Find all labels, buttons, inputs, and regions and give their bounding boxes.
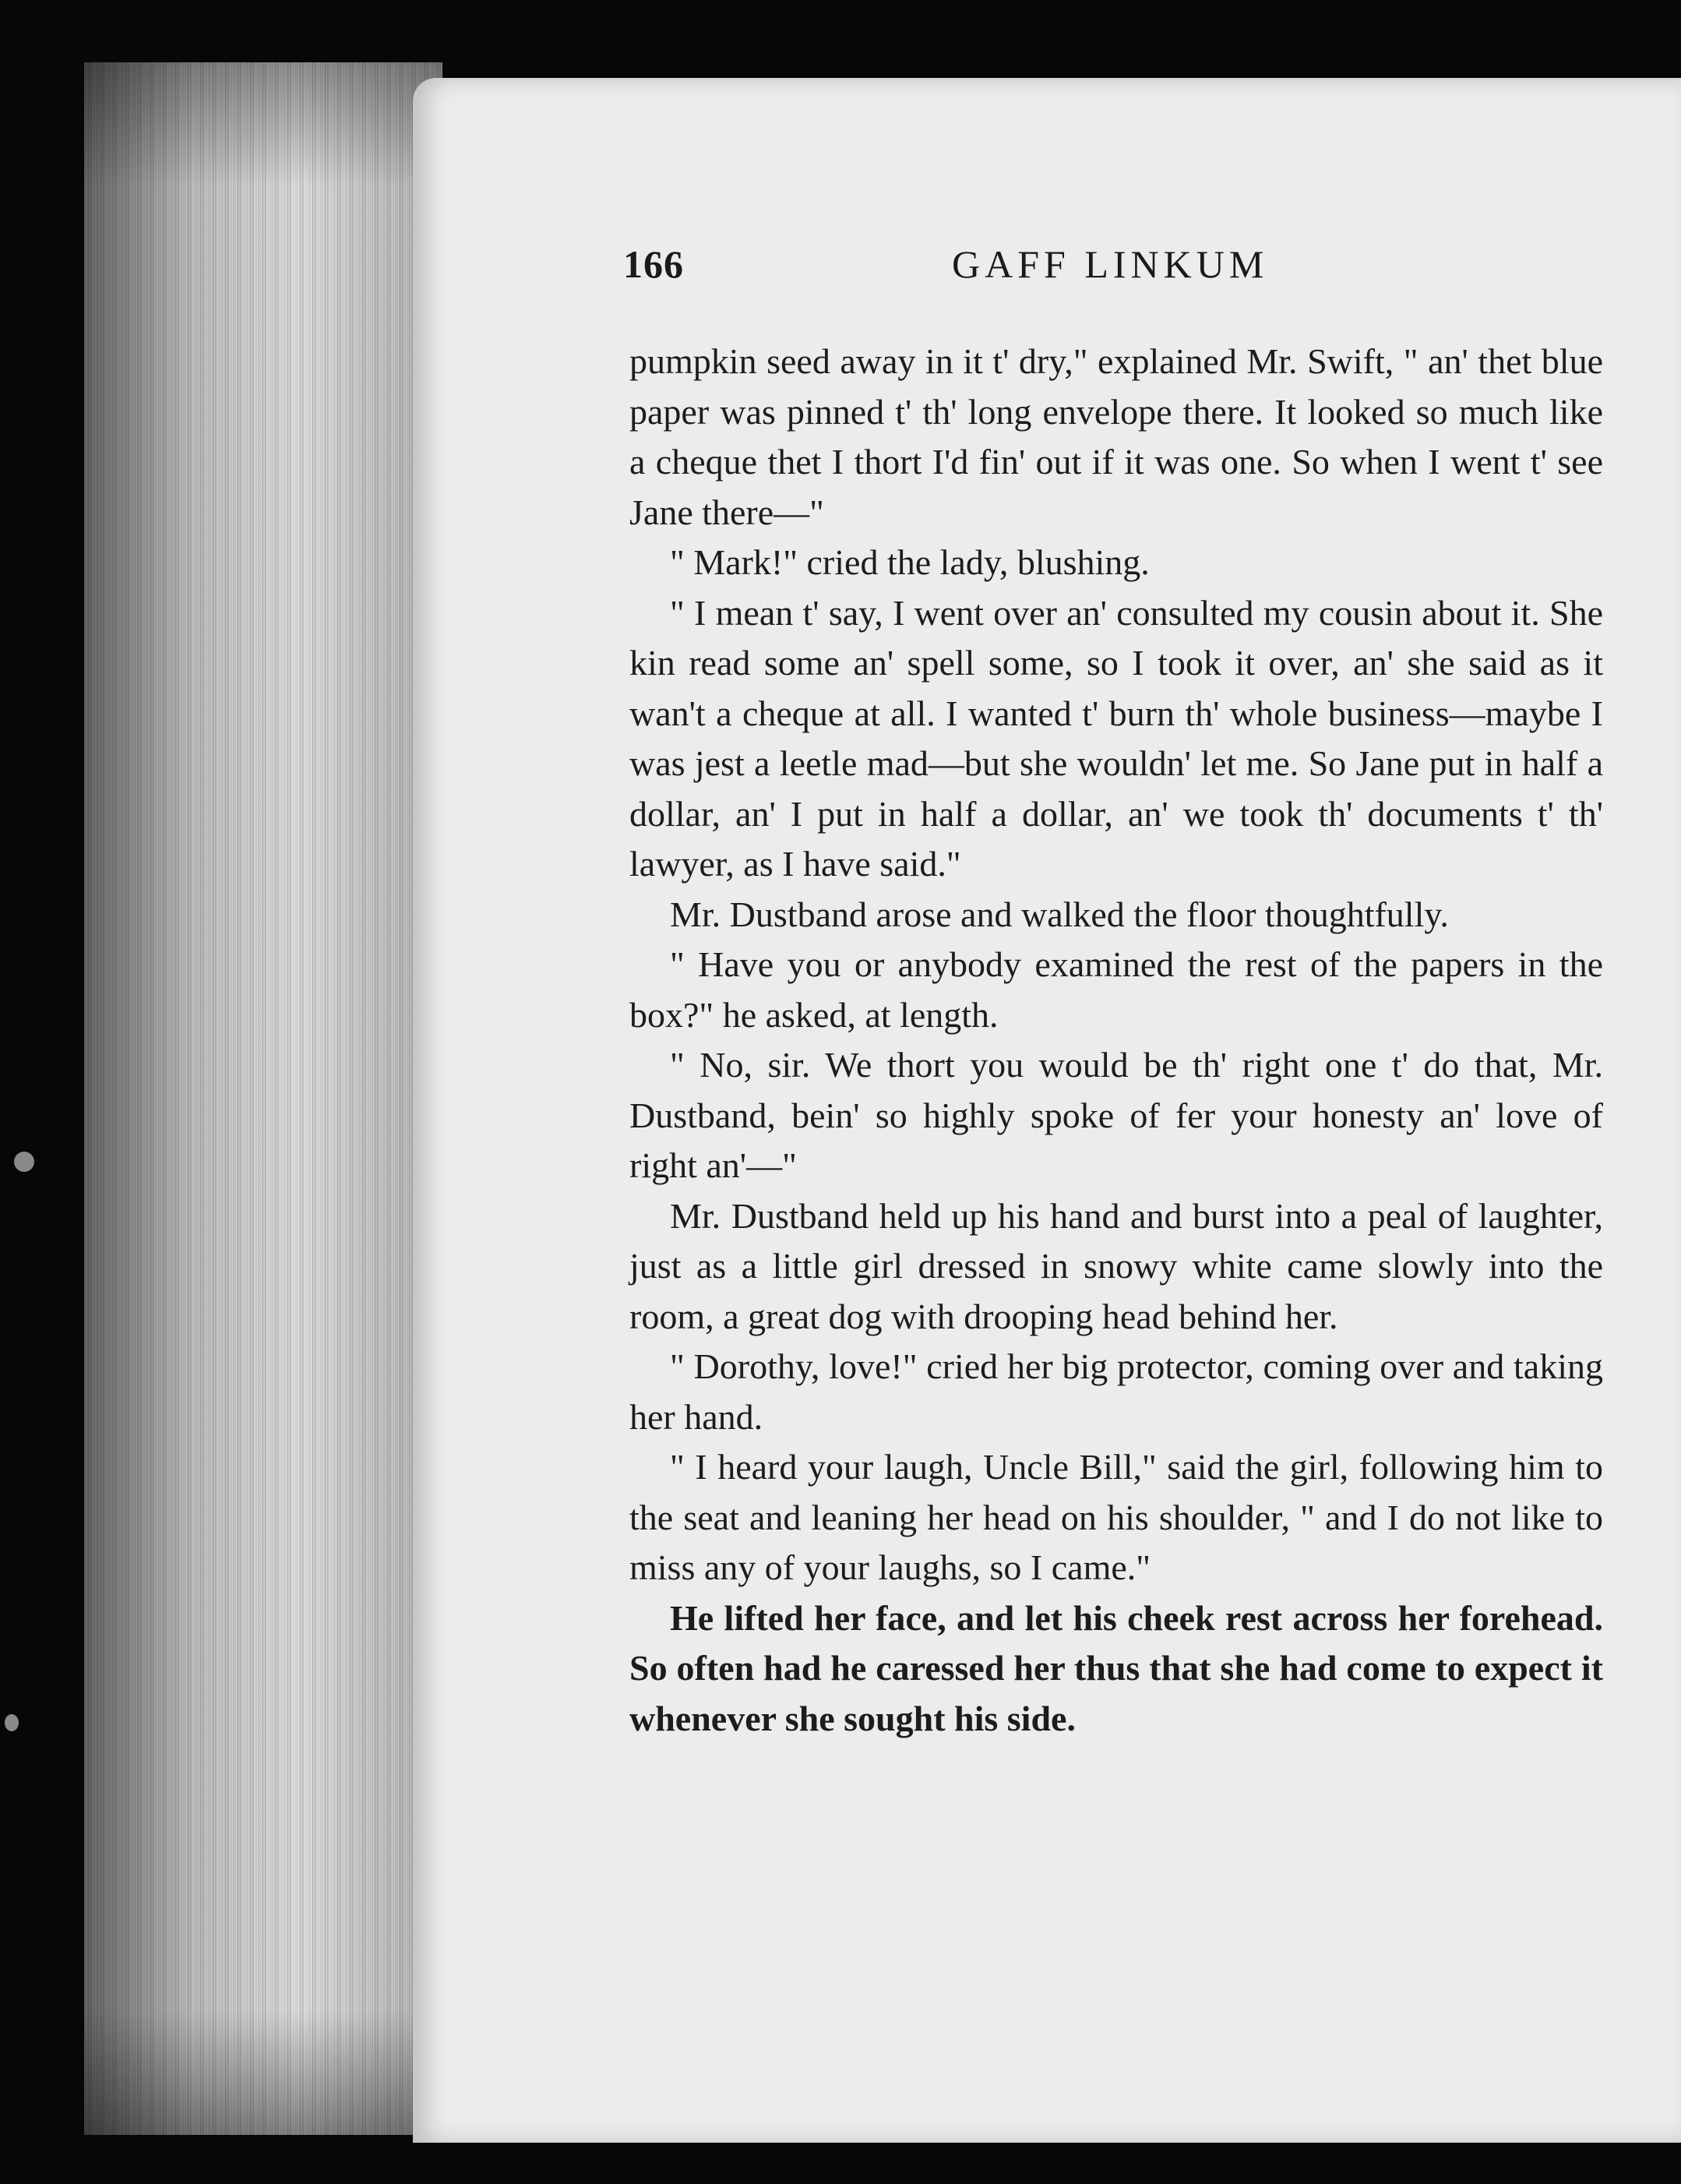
page-header <box>623 242 1605 304</box>
running-head: GAFF LINKUM <box>952 242 1269 286</box>
page-edges <box>84 62 442 2135</box>
paragraph: He lifted her face, and let his cheek rest across her forehead. So often had he caressed her thus that she had come to expect it whenever she sought his side. <box>629 1597 1603 1738</box>
scan-speck <box>5 1714 19 1731</box>
paragraph: " No, sir. We thort you would be th' right one t' do that, Mr. Dustband, bein' so highly spoke of fer your honesty an' love of right an'—" <box>629 1045 1603 1185</box>
paragraph: pumpkin seed away in it t' dry," explained Mr. Swift, " an' thet blue paper was pinned t' th' long envelope there. It looked so much like a cheque thet I thort I'd fin' out if it was one. So when I went t' see Jane there—" <box>629 341 1603 532</box>
paragraph: Mr. Dustband arose and walked the floor thoughtfully. <box>670 894 1449 934</box>
paragraph: " I mean t' say, I went over an' consulted my cousin about it. She kin read some an' spell some, so I took it over, an' she said as it wan't a cheque at all. I wanted t' burn th' whole business—maybe I was jest a leetle mad—but she wouldn' let me. So Jane put in half a dollar, an' I put in half a dollar, an' we took th' documents t' th' lawyer, as I have said." <box>629 592 1603 884</box>
paragraph: " I heard your laugh, Uncle Bill," said the girl, following him to the seat and leaning her head on his shoulder, " and I do not like to miss any of your laughs, so I came." <box>629 1447 1603 1587</box>
body-text <box>629 337 1603 1744</box>
paragraph: " Dorothy, love!" cried her big protector, coming over and taking her hand. <box>629 1346 1603 1437</box>
paragraph: " Have you or anybody examined the rest of the papers in the box?" he asked, at length. <box>629 944 1603 1035</box>
scan-speck <box>14 1152 34 1172</box>
page-number: 166 <box>623 242 684 286</box>
paragraph: Mr. Dustband held up his hand and burst into a peal of laughter, just as a little girl dressed in snowy white came slowly into the room, a great dog with drooping head behind her. <box>629 1195 1603 1336</box>
paragraph: " Mark!" cried the lady, blushing. <box>670 542 1150 582</box>
